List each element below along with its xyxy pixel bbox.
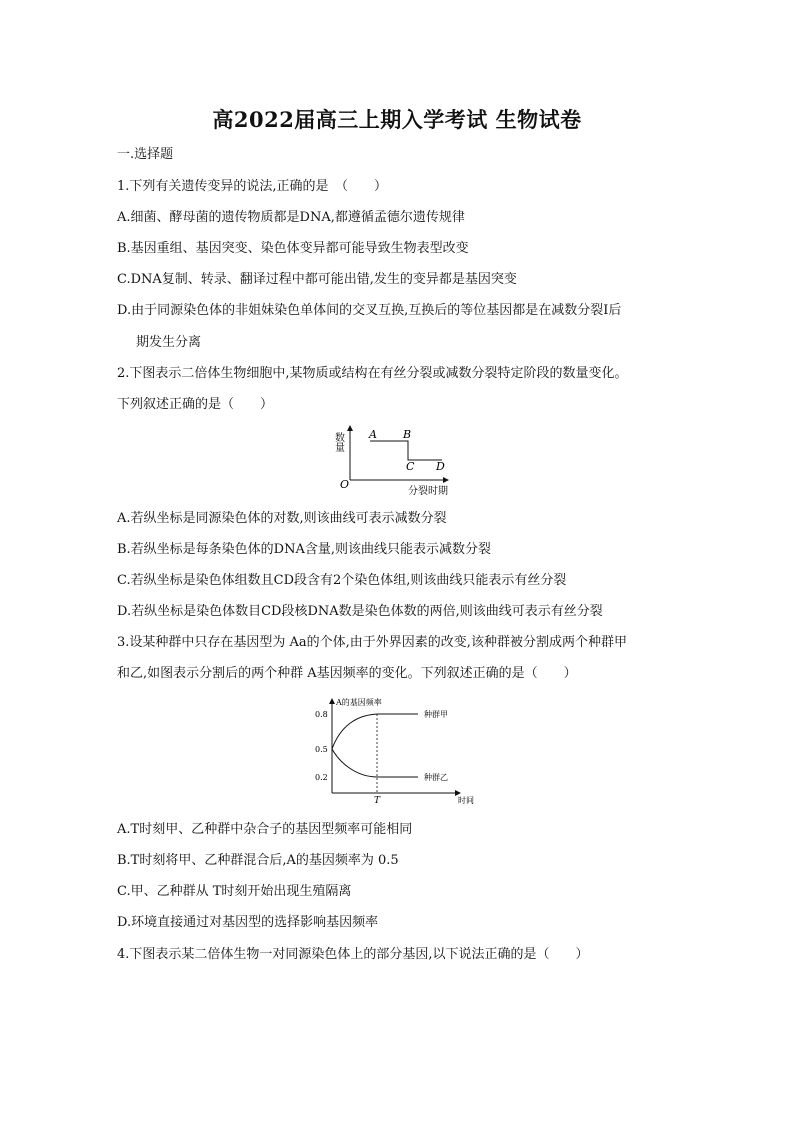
q3-series-jia-label: 种群甲 (424, 710, 448, 719)
page-title: 高2022届高三上期入学考试 生物试卷 (212, 107, 582, 132)
q3-tick-0-8: 0.8 (315, 710, 328, 719)
q2-option-b: B.若纵坐标是每条染色体的DNA含量,则该曲线只能表示减数分裂 (117, 542, 492, 557)
q3-curve-population-yi (332, 749, 418, 777)
q2-option-d: D.若纵坐标是染色体数目CD段核DNA数是染色体数的两倍,则该曲线可表示有丝分裂 (117, 604, 603, 619)
q2-option-c: C.若纵坐标是染色体组数且CD段含有2个染色体组,则该曲线只能表示有丝分裂 (117, 573, 567, 588)
q3-tick-0-2: 0.2 (315, 773, 328, 782)
q3-xlabel: 时间 (458, 796, 474, 805)
q3-curve-population-jia (332, 714, 418, 749)
q2-step-curve (370, 441, 442, 460)
q4-stem: 4.下图表示某二倍体生物一对同源染色体上的部分基因,以下说法正确的是（ ） (117, 947, 589, 962)
q1-option-d-cont: 期发生分离 (136, 335, 202, 350)
q3-option-d: D.环境直接通过对基因型的选择影响基因频率 (117, 915, 379, 930)
q3-figure (310, 693, 490, 811)
q3-option-c: C.甲、乙种群从 T时刻开始出现生殖隔离 (117, 884, 352, 899)
q3-option-b: B.T时刻将甲、乙种群混合后,A的基因频率为 0.5 (117, 853, 399, 868)
q3-stem-line1: 3.设某种群中只存在基因型为 Aa的个体,由于外界因素的改变,该种群被分割成两个种群甲 (117, 635, 627, 650)
q1-option-c: C.DNA复制、转录、翻译过程中都可能出错,发生的变异都是基因突变 (117, 272, 517, 287)
q2-origin-label: O (340, 478, 350, 491)
q3-stem-line2: 和乙,如图表示分割后的两个种群 A基因频率的变化。下列叙述正确的是（ ） (117, 666, 577, 681)
q2-point-d: D (436, 460, 445, 473)
q2-ylabel: 数量 (332, 432, 344, 452)
q2-xlabel: 分裂时期 (408, 486, 448, 497)
section-heading: 一.选择题 (117, 147, 174, 162)
q2-stem-line1: 2.下图表示二倍体生物细胞中,某物质或结构在有丝分裂或减数分裂特定阶段的数量变化。 (117, 366, 628, 381)
q3-tick-t: T (374, 796, 381, 806)
q2-point-a: A (369, 428, 377, 441)
q3-ylabel: A的基因频率 (336, 698, 382, 707)
q2-figure (330, 420, 470, 500)
q1-option-b: B.基因重组、基因突变、染色体变异都可能导致生物表型改变 (117, 241, 469, 256)
q2-stem-line2: 下列叙述正确的是（ ） (117, 397, 274, 412)
q3-series-yi-label: 种群乙 (424, 773, 448, 782)
q3-option-a: A.T时刻甲、乙种群中杂合子的基因型频率可能相同 (117, 822, 413, 837)
q2-point-c: C (406, 460, 415, 473)
q1-option-d: D.由于同源染色体的非姐妹染色单体间的交叉互换,互换后的等位基因都是在减数分裂Ⅰ后 (117, 303, 622, 318)
q2-option-a: A.若纵坐标是同源染色体的对数,则该曲线可表示减数分裂 (117, 511, 447, 526)
q1-option-a: A.细菌、酵母菌的遗传物质都是DNA,都遵循孟德尔遗传规律 (117, 210, 465, 225)
q2-point-b: B (403, 428, 412, 441)
q3-tick-0-5: 0.5 (315, 745, 328, 754)
q1-stem: 1.下列有关遗传变异的说法,正确的是 （ ） (117, 179, 388, 194)
